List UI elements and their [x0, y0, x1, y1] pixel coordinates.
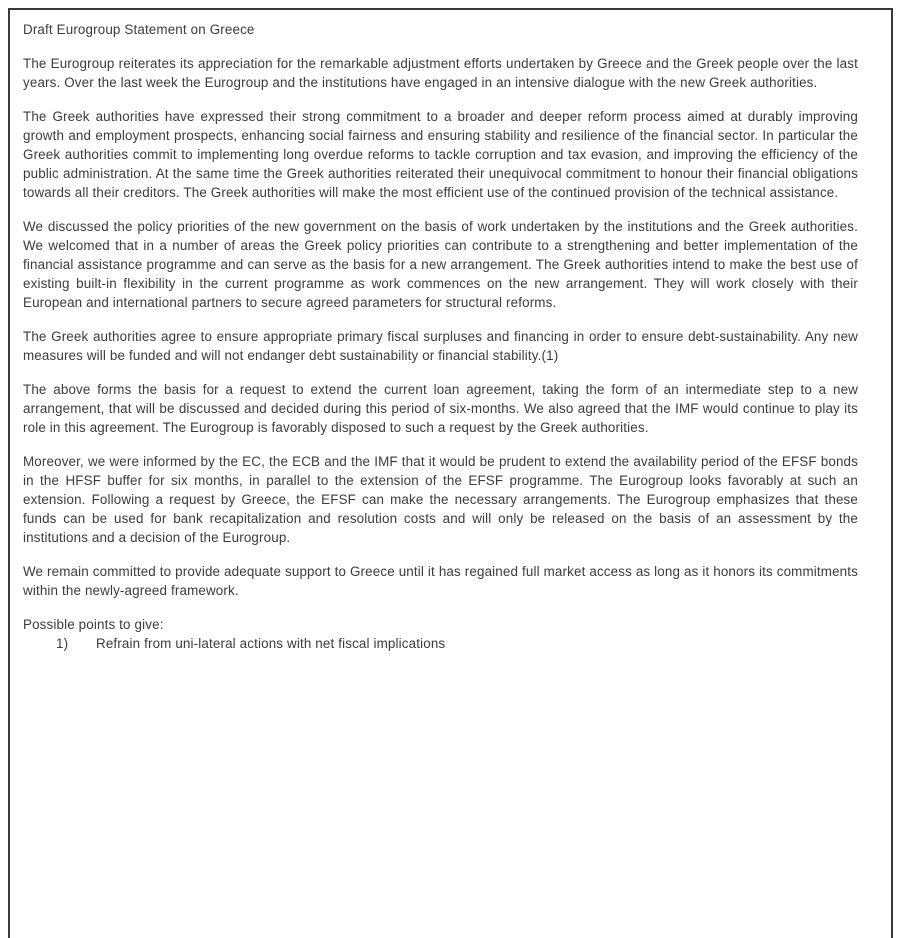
paragraph-fiscal-surpluses: The Greek authorities agree to ensure appropriate primary fiscal surpluses and financing in order to ensure debt-sustainability. Any new measures will be funded and will not endanger debt sustainability or financial stability.(1) [23, 329, 858, 363]
paragraph-appreciation: The Eurogroup reiterates its appreciation for the remarkable adjustment efforts undertaken by Greece and the Greek people over the last years. Over the last week the Eurogroup and the institutions have engaged in an intensive dialogue with the new Greek authorities. [23, 56, 858, 90]
paragraph-loan-extension: The above forms the basis for a request to extend the current loan agreement, taking the form of an intermediate step to a new arrangement, that will be discussed and decided during this period of six-months. We also agreed that the IMF would continue to play its role in this agreement. The Eurogroup is favorably disposed to such a request by the Greek authorities. [23, 382, 858, 435]
list-item-text: Refrain from uni-lateral actions with net fiscal implications [96, 636, 446, 651]
list-item [23, 634, 858, 653]
points-list [23, 634, 858, 653]
paragraph-efsf-bonds: Moreover, we were informed by the EC, the ECB and the IMF that it would be prudent to extend the availability period of the EFSF bonds in the HFSF buffer for six months, in parallel to the extension of the EFSF programme. The Eurogroup looks favorably at such an extension. Following a request by Greece, the EFSF can make the necessary arrangements. The Eurogroup emphasizes that these funds can be used for bank recapitalization and resolution costs and will only be released on the basis of an assessment by the institutions and a decision of the Eurogroup. [23, 454, 858, 545]
paragraph-reform-commitment: The Greek authorities have expressed their strong commitment to a broader and deeper reform process aimed at durably improving growth and employment prospects, enhancing social fairness and ensuring stability and resilience of the financial sector. In particular the Greek authorities commit to implementing long overdue reforms to tackle corruption and tax evasion, and improving the efficiency of the public administration. At the same time the Greek authorities reiterated their unequivocal commitment to honour their financial obligations towards all their creditors. The Greek authorities will make the most efficient use of the continued provision of the technical assistance. [23, 109, 858, 200]
paragraph-continued-support: We remain committed to provide adequate support to Greece until it has regained full market access as long as it honors its commitments within the newly-agreed framework. [23, 564, 858, 598]
document-page [8, 8, 893, 938]
document-title: Draft Eurogroup Statement on Greece [23, 22, 255, 37]
points-heading: Possible points to give: [23, 617, 164, 632]
document-body [23, 20, 858, 653]
paragraph-policy-priorities: We discussed the policy priorities of the new government on the basis of work undertaken by the institutions and the Greek authorities. We welcomed that in a number of areas the Greek policy priorities can contribute to a strengthening and better implementation of the financial assistance programme and can serve as the basis for a new arrangement. The Greek authorities intend to make the best use of existing built-in flexibility in the current programme as work commences on the new arrangement. They will work closely with their European and international partners to secure agreed parameters for structural reforms. [23, 219, 858, 310]
list-item-number: 1) [56, 636, 69, 651]
